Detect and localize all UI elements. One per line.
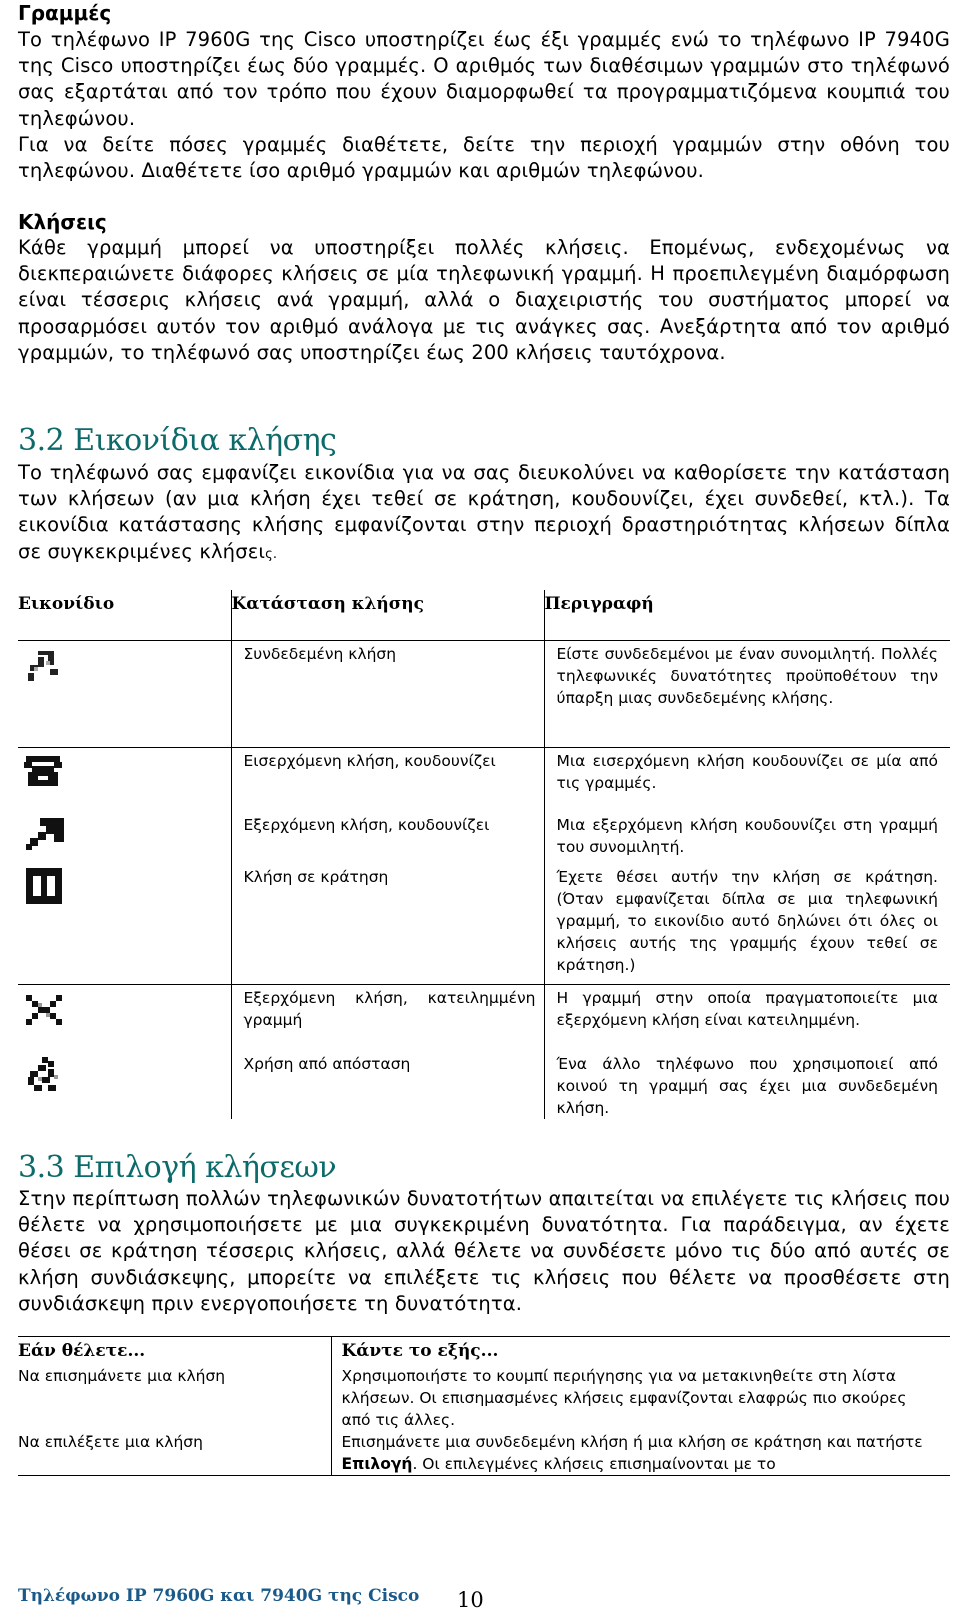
table-row <box>18 1431 950 1476</box>
section-3-3 <box>18 1151 950 1317</box>
lines-section <box>18 0 950 184</box>
icon-cell <box>18 640 231 747</box>
icon-cell <box>18 812 231 864</box>
want-cell: Να επισημάνετε μια κλήση <box>18 1366 226 1385</box>
call-state: Εξερχόμενη κλήση, κουδουνίζει <box>231 812 544 864</box>
call-description: Ένα άλλο τηλέφωνο που χρησιμοποιεί από κοινού τη γραμμή σας έχει μια συνδεδεμένη κλήση. <box>544 1051 950 1119</box>
table-row <box>18 864 950 984</box>
call-description: Η γραμμή στην οποία πραγματοποιείτε μια εξερχόμενη κλήση είναι κατειλημμένη. <box>544 984 950 1051</box>
call-description: Μια εξερχόμενη κλήση κουδουνίζει στη γραμμή του συνομιλητή. <box>544 812 950 864</box>
call-state: Συνδεδεμένη κλήση <box>231 640 544 747</box>
section-3-2 <box>18 424 950 568</box>
section-3-2-paragraph: Το τηλέφωνό σας εμφανίζει εικονίδια για να σας διευκολύνει να καθορίσετε την κατάσταση των κλήσεων (αν μια κλήση έχει τεθεί σε κράτηση, κουδουνίζει, έχει συνδεθεί, κτλ.). Τα εικονίδια κατάστασης κλήσης εμφανίζονται στην περιοχή δραστηριότητας κλήσεων δίπλα σε συγκεκριμένες κλήσεις. <box>18 461 950 563</box>
do-cell: Χρησιμοποιήστε το κουμπί περιήγησης για να μετακινηθείτε στη λίστα κλήσεων. Οι επισημασμένες κλήσεις εμφανίζονται ελαφρώς πιο σκούρες από τις άλλες. <box>331 1364 950 1431</box>
call-description: Είστε συνδεδεμένοι με έναν συνομιλητή. Πολλές τηλεφωνικές δυνατότητες προϋποθέτουν την ύπαρξη μιας συνδεδεμένης κλήσης. <box>544 640 950 747</box>
table-header-row <box>18 1337 950 1364</box>
lines-heading: Γραμμές <box>18 1 112 25</box>
calls-heading: Κλήσεις <box>18 210 107 234</box>
call-icons-table <box>18 590 950 1119</box>
icon-cell <box>18 984 231 1051</box>
footer-title: Τηλέφωνο IP 7960G και 7940G της Cisco <box>18 1586 420 1606</box>
section-3-2-title: 3.2 Εικονίδια κλήσης <box>18 423 337 458</box>
section-3-3-title: 3.3 Επιλογή κλήσεων <box>18 1150 337 1185</box>
table-row <box>18 1051 950 1119</box>
call-selection-table <box>18 1336 950 1476</box>
call-state: Εισερχόμενη κλήση, κουδουνίζει <box>231 747 544 812</box>
table-row <box>18 747 950 812</box>
outgoing-call-icon <box>24 816 68 856</box>
table-header-row <box>18 590 950 640</box>
icon-cell <box>18 1051 231 1119</box>
do-cell: Επισημάνετε μια συνδεδεμένη κλήση ή μια κλήση σε κράτηση και πατήστε Επιλογή. Οι επιλεγμένες κλήσεις επισημαίνονται με το <box>331 1431 950 1476</box>
call-description: Μια εισερχόμενη κλήση κουδουνίζει σε μία από τις γραμμές. <box>544 747 950 812</box>
table-row <box>18 640 950 747</box>
icon-cell <box>18 747 231 812</box>
table-row <box>18 812 950 864</box>
calls-section <box>18 209 950 366</box>
connected-call-icon <box>24 647 64 685</box>
header-icon: Εικονίδιο <box>18 594 115 614</box>
icon-cell <box>18 864 231 984</box>
call-state: Κλήση σε κράτηση <box>231 864 544 984</box>
header-if-you-want: Εάν θέλετε... <box>18 1341 146 1361</box>
header-state: Κατάσταση κλήσης <box>231 590 544 640</box>
table-row <box>18 1364 950 1431</box>
table-row <box>18 984 950 1051</box>
page-number: 10 <box>457 1588 484 1612</box>
section-3-3-paragraph: Στην περίπτωση πολλών τηλεφωνικών δυνατοτήτων απαιτείται να επιλέγετε τις κλήσεις που θέλετε να χρησιμοποιήσετε με μια συγκεκριμένη δυνατότητα. Για παράδειγμα, αν έχετε θέσει σε κράτηση τέσσερις κλήσεις, αλλά θέλετε να συνδέσετε μόνο τις δύο από αυτές σε κλήση συνδιάσκεψης, μπορείτε να επιλέξετε τις κλήσεις που θέλετε να προσθέσετε στη συνδιάσκεψη πριν ενεργοποιήσετε τη δυνατότητα. <box>18 1187 950 1315</box>
want-cell: Να επιλέξετε μια κλήση <box>18 1432 203 1451</box>
remote-in-use-icon <box>26 1055 66 1095</box>
incoming-call-icon <box>22 752 66 792</box>
header-description: Περιγραφή <box>544 590 950 640</box>
calls-paragraph: Κάθε γραμμή μπορεί να υποστηρίξει πολλές κλήσεις. Επομένως, ενδεχομένως να διεκπεραιώνετε διάφορες κλήσεις σε μία τηλεφωνική γραμμή. Η προεπιλεγμένη διαμόρφωση είναι τέσσερις κλήσεις ανά γραμμή, αλλά ο διαχειριστής του συστήματος μπορεί να προσαρμόσει αυτόν τον αριθμό ανάλογα με τις ανάγκες σας. Ανεξάρτητα από τον αριθμό γραμμών, το τηλέφωνό σας υποστηρίζει έως 200 κλήσεις ταυτόχρονα. <box>18 236 950 364</box>
lines-paragraph-2: Για να δείτε πόσες γραμμές διαθέτετε, δείτε την περιοχή γραμμών στην οθόνη του τηλεφώνου. Διαθέτετε ίσο αριθμό γραμμών και αριθμών τηλεφώνου. <box>18 132 950 183</box>
lines-paragraph-1: Το τηλέφωνο IP 7960G της Cisco υποστηρίζει έως έξι γραμμές ενώ το τηλέφωνο IP 7940G της Cisco υποστηρίζει έως δύο γραμμές. Ο αριθμός των διαθέσιμων γραμμών στο τηλέφωνό σας εξαρτάται από τον τρόπο που έχουν διαμορφωθεί τα προγραμματιζόμενα κουμπιά του τηλεφώνου. <box>18 28 950 130</box>
hold-icon <box>24 866 64 906</box>
call-state: Εξερχόμενη κλήση, κατειλημμένη γραμμή <box>231 984 544 1051</box>
call-state: Χρήση από απόσταση <box>231 1051 544 1119</box>
call-description: Έχετε θέσει αυτήν την κλήση σε κράτηση. (Όταν εμφανίζεται δίπλα σε μια τηλεφωνική γραμμή, το εικονίδιο αυτό δηλώνει ότι όλες οι κλήσεις αυτής της γραμμής έχουν τεθεί σε κράτηση.) <box>544 864 950 984</box>
busy-line-icon <box>24 991 64 1029</box>
header-do-this: Κάντε το εξής... <box>331 1337 950 1364</box>
